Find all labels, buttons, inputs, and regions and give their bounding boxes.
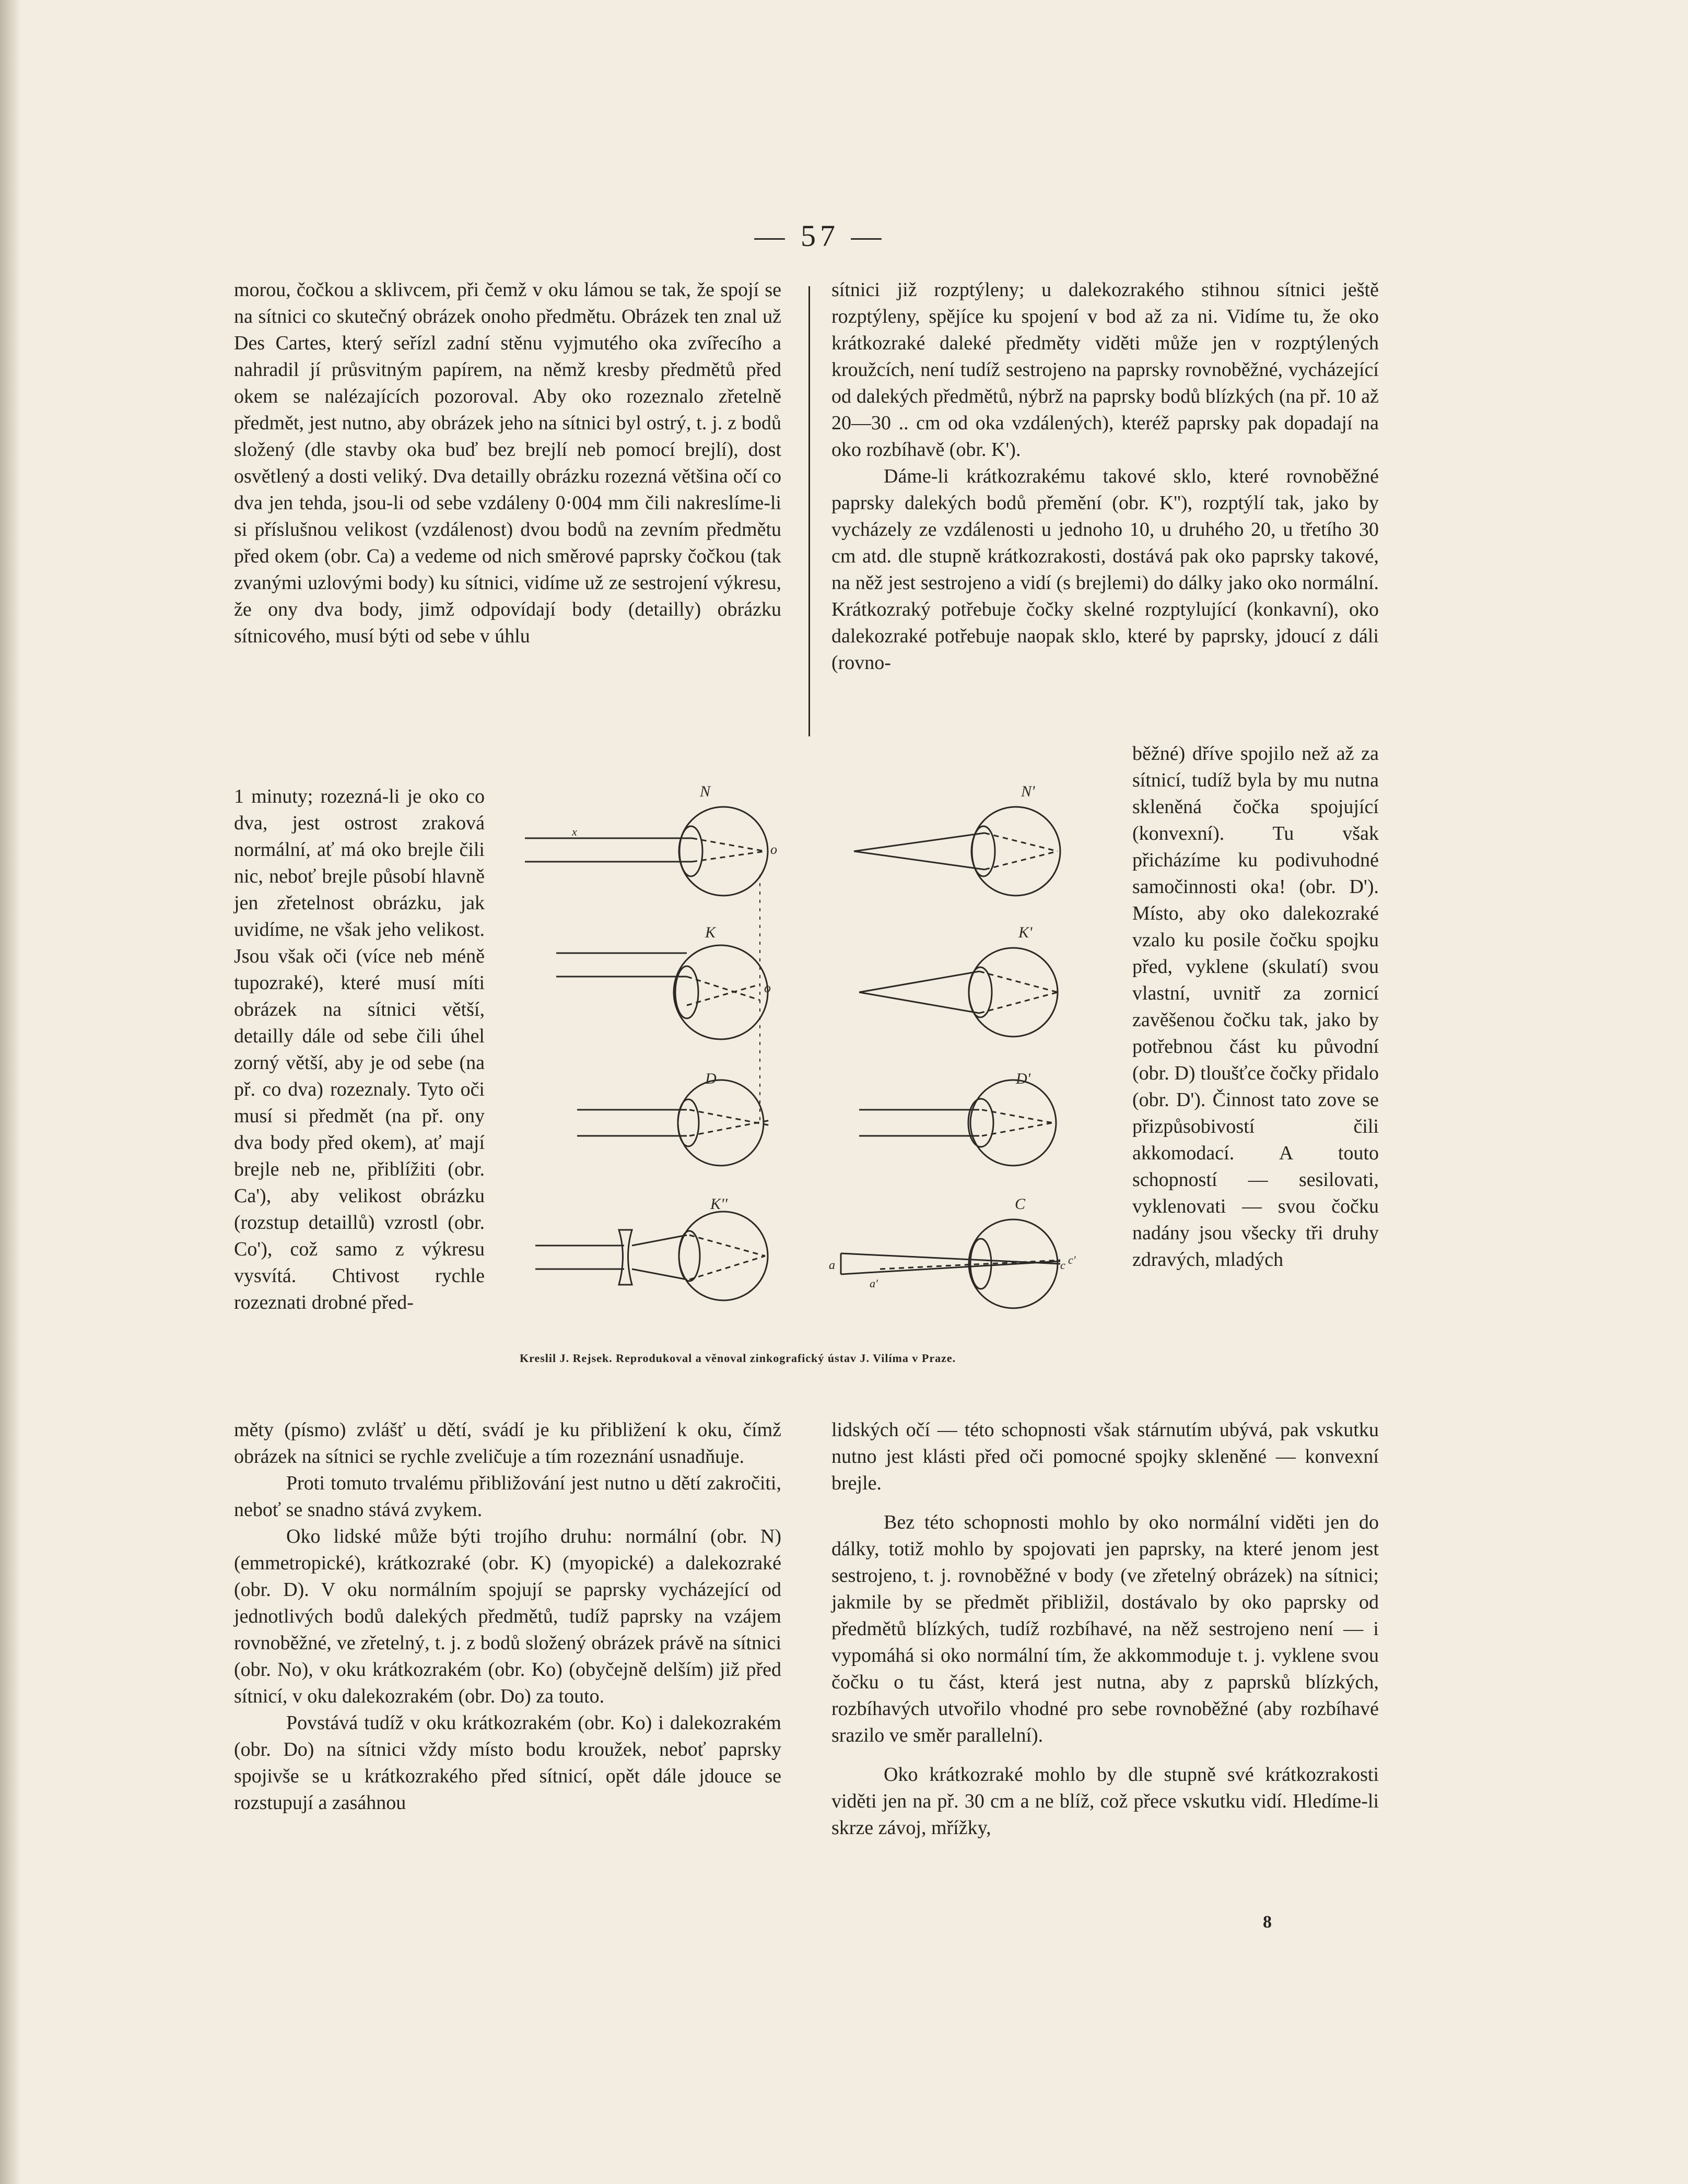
right-column-top [831, 277, 1379, 676]
left-column-top [234, 277, 781, 650]
paragraph: měty (písmo) zvlášť u dětí, svádí je ku přibližení k oku, čímž obrázek na sítnici se rychle zveličuje a tím rozeznání usnadňuje. [234, 1419, 781, 1467]
label-D: D [705, 1070, 717, 1087]
label-K: K [705, 924, 716, 941]
label-N: N [700, 783, 711, 800]
page-binding-edge [0, 0, 21, 2184]
paragraph: Oko krátkozraké mohlo by dle stupně své krátkozrakosti viděti jen na př. 30 cm a ne blíž, což přece vskutku vidí. Hledíme-li skrze závoj, mřížky, [831, 1764, 1379, 1839]
page-number: — 57 — [754, 219, 886, 253]
eye-visual-angle-C [841, 1219, 1060, 1308]
label-x: x [572, 825, 577, 838]
label-K-prime: K' [1018, 924, 1033, 941]
paragraph: Bez této schopnosti mohlo by oko normální viděti jen do dálky, totiž mohlo by spojovati jen paprsky, na které jenom jest sestrojeno, t. j. rovnoběžné v body (ve zřetelný obrázek) na sítnici; jakmile by se předmět přibližil, dostávalo by oko paprsky od předmětů blízkých, tudíž rozbíhavé, na něž sestrojeno není — i vypomáhá si oko normální tím, že akkommoduje t. j. vyklene svou čočku o tu část, která jest nutna, aby z paprsků blízkých, rozbíhavých utvořilo vhodné pro sebe rovnoběžné (aby rozbíhavé srazilo ve směr parallelní). [831, 1511, 1379, 1746]
paragraph: Povstává tudíž v oku krátkozrakém (obr. Ko) i dalekozrakém (obr. Do) na sítnici vždy místo bodu kroužek, neboť paprsky spojivše se u krátkozrakého před sítnicí, opět dále jdouce se rozstupují a zasáhnou [234, 1712, 781, 1814]
sheet-number: 8 [1263, 1912, 1272, 1932]
paragraph: Oko lidské může býti trojího druhu: normální (obr. N) (emmetropické), krátkozraké (obr. K) (myopické) a dalekozraké (obr. D). V oku normálním spojují se paprsky vycházející od jednotlivých bodů dalekých předmětů, tudíž paprsky na vzájem rovnoběžné, ve zřetelný, t. j. z bodů složený obrázek právě na sítnici (obr. No), v oku krátkozrakém (obr. Ko) (obyčejně delším) již před sítnicí, v oku dalekozrakém (obr. Do) za touto. [234, 1525, 781, 1707]
paragraph: Dáme-li krátkozrakému takové sklo, které rovnoběžné paprsky dalekých bodů přemění (obr. K''), rozptýlí tak, jako by vycházely ze vzdálenosti u jednoho 10, u druhého 20, u třetího 30 cm atd. dle stupně krátkozrakosti, dostává pak oko paprsky takové, na něž jest sestrojeno a vidí (s brejlemi) do dálky jako oko normální. Krátkozraký potřebuje čočky skelné rozptylující (konkavní), oko dalekozraké potřebuje naopak sklo, které by paprsky, jdoucí z dáli (rovno- [831, 465, 1379, 674]
paragraph: 1 minuty; rozezná-li je oko co dva, jest ostrost zraková normální, ať má oko brejle čili nic, neboť brejle působí hlavně jen zřetelnost obrázku, jak uvidíme, ne však jeho velikost. Jsou však oči (více neb méně tupozraké), které musí míti obrázek na sítnici větší, detailly dále od sebe čili úhel zorný větší, aby je od sebe (na př. co dva) rozeznaly. Tyto oči musí si předmět (na př. ony dva body před okem), ať mají brejle neb ne, přiblížiti (obr. Ca'), aby velikost obrázku (rozstup detaillů) vzrostl (obr. Co'), což samo z výkresu vysvítá. Chtivost rychle rozeznati drobné před- [234, 785, 485, 1313]
label-a: a [829, 1259, 835, 1272]
eye-hyperopic-D [577, 1080, 770, 1166]
label-c-prime: c' [1068, 1253, 1076, 1266]
label-o: o [764, 980, 771, 995]
label-o: o [770, 842, 777, 857]
eye-hyperopic-D-prime [859, 1080, 1056, 1166]
column-divider [808, 286, 810, 736]
paragraph: Proti tomuto trvalému přibližování jest nutno u dětí zakročiti, neboť se snadno stává zvykem. [234, 1472, 781, 1521]
eye-normal-N [525, 807, 768, 896]
paragraph: morou, čočkou a sklivcem, při čemž v oku lámou se tak, že spojí se na sítnici co skutečný obrázek onoho předmětu. Obrázek ten znal už Des Cartes, který seřízl zadní stěnu vyjmutého oka zvířecího a nahradil jí průsvitným papírem, na němž kresby předmětů před okem se nalézajících pozoroval. Aby oko rozeznalo zřetelně předmět, jest nutno, aby obrázek jeho na sítnici byl ostrý, t. j. z bodů složený (dle stavby oka buď bez brejlí neb pomocí brejlí), dost osvětlený a dosti veliký. Dva detailly obrázku rozezná většina očí co dva jen tehda, jsou-li od sebe vzdáleny 0·004 mm čili nakreslíme-li si příslušnou velikost (vzdálenost) dvou bodů na zevním předmětu před okem (obr. Ca) a vedeme od nich směrové paprsky čočkou (tak zvanými uzlovými body) ku sítnici, vidíme už ze sestrojení výkresu, že ony dva body, jimž odpovídají body (detailly) obrázku sítnicového, musí býti od sebe v úhlu [234, 279, 781, 647]
eye-myopic-K-double-prime [535, 1212, 768, 1300]
paragraph: sítnici již rozptýleny; u dalekozrakého stihnou sítnici ještě rozptýleny, spějíce ku spojení v bod až za ni. Vidíme tu, že oko krátkozraké daleké předměty viděti může jen v rozptýlených kroužcích, není tudíž sestrojeno na paprsky rovnoběžné, vycházející od dalekých předmětů, nýbrž na paprsky bodů blízkých (na př. 10 až 20—30 .. cm od oka vzdálených), kteréž paprsky pak dopadají na oko rozbíhavě (obr. K'). [831, 279, 1379, 461]
eye-myopic-K [556, 945, 768, 1039]
right-column-bottom [831, 1417, 1379, 1841]
label-c: c [1060, 1259, 1065, 1272]
eye-normal-N-prime [854, 807, 1060, 896]
label-a-prime: a' [870, 1277, 878, 1290]
paragraph: běžné) dříve spojilo než až za sítnicí, tudíž byla by mu nutna skleněná čočka spojující (konvexní). Tu však přicházíme ku podivuhodné samočinnosti oka! (obr. D'). Místo, aby oko dalekozraké vzalo ku posile čočku spojku před, vyklene (skulatí) svou vlastní, uvnitř za zornicí zavěšenou čočku tak, jako by potřebnou část ku původní (obr. D) tloušťce čočky přidalo (obr. D'). Činnost tato zove se přizpůsobivostí čili akkomodací. A touto schopností — sesilovati, vyklenovati — svou čočku nadány jsou všecky tři druhy zdravých, mladých [1132, 743, 1379, 1271]
right-column-wrap [1132, 741, 1379, 1273]
left-column-bottom [234, 1417, 781, 1816]
label-K-double-prime: K'' [710, 1195, 728, 1213]
left-column-wrap [234, 783, 485, 1316]
figure-caption: Kreslil J. Rejsek. Reprodukoval a věnoval zinkografický ústav J. Vilíma v Praze. [520, 1352, 956, 1365]
paragraph: lidských očí — této schopnosti však stárnutím ubývá, pak vskutku nutno jest klásti před oči pomocné spojky skleněné — konvexní brejle. [831, 1419, 1379, 1494]
label-N-prime: N' [1021, 783, 1035, 800]
eye-myopic-K-prime [859, 948, 1058, 1037]
label-D-prime: D' [1016, 1070, 1031, 1087]
label-C: C [1015, 1195, 1026, 1213]
eye-diagram-figure [514, 776, 1094, 1340]
